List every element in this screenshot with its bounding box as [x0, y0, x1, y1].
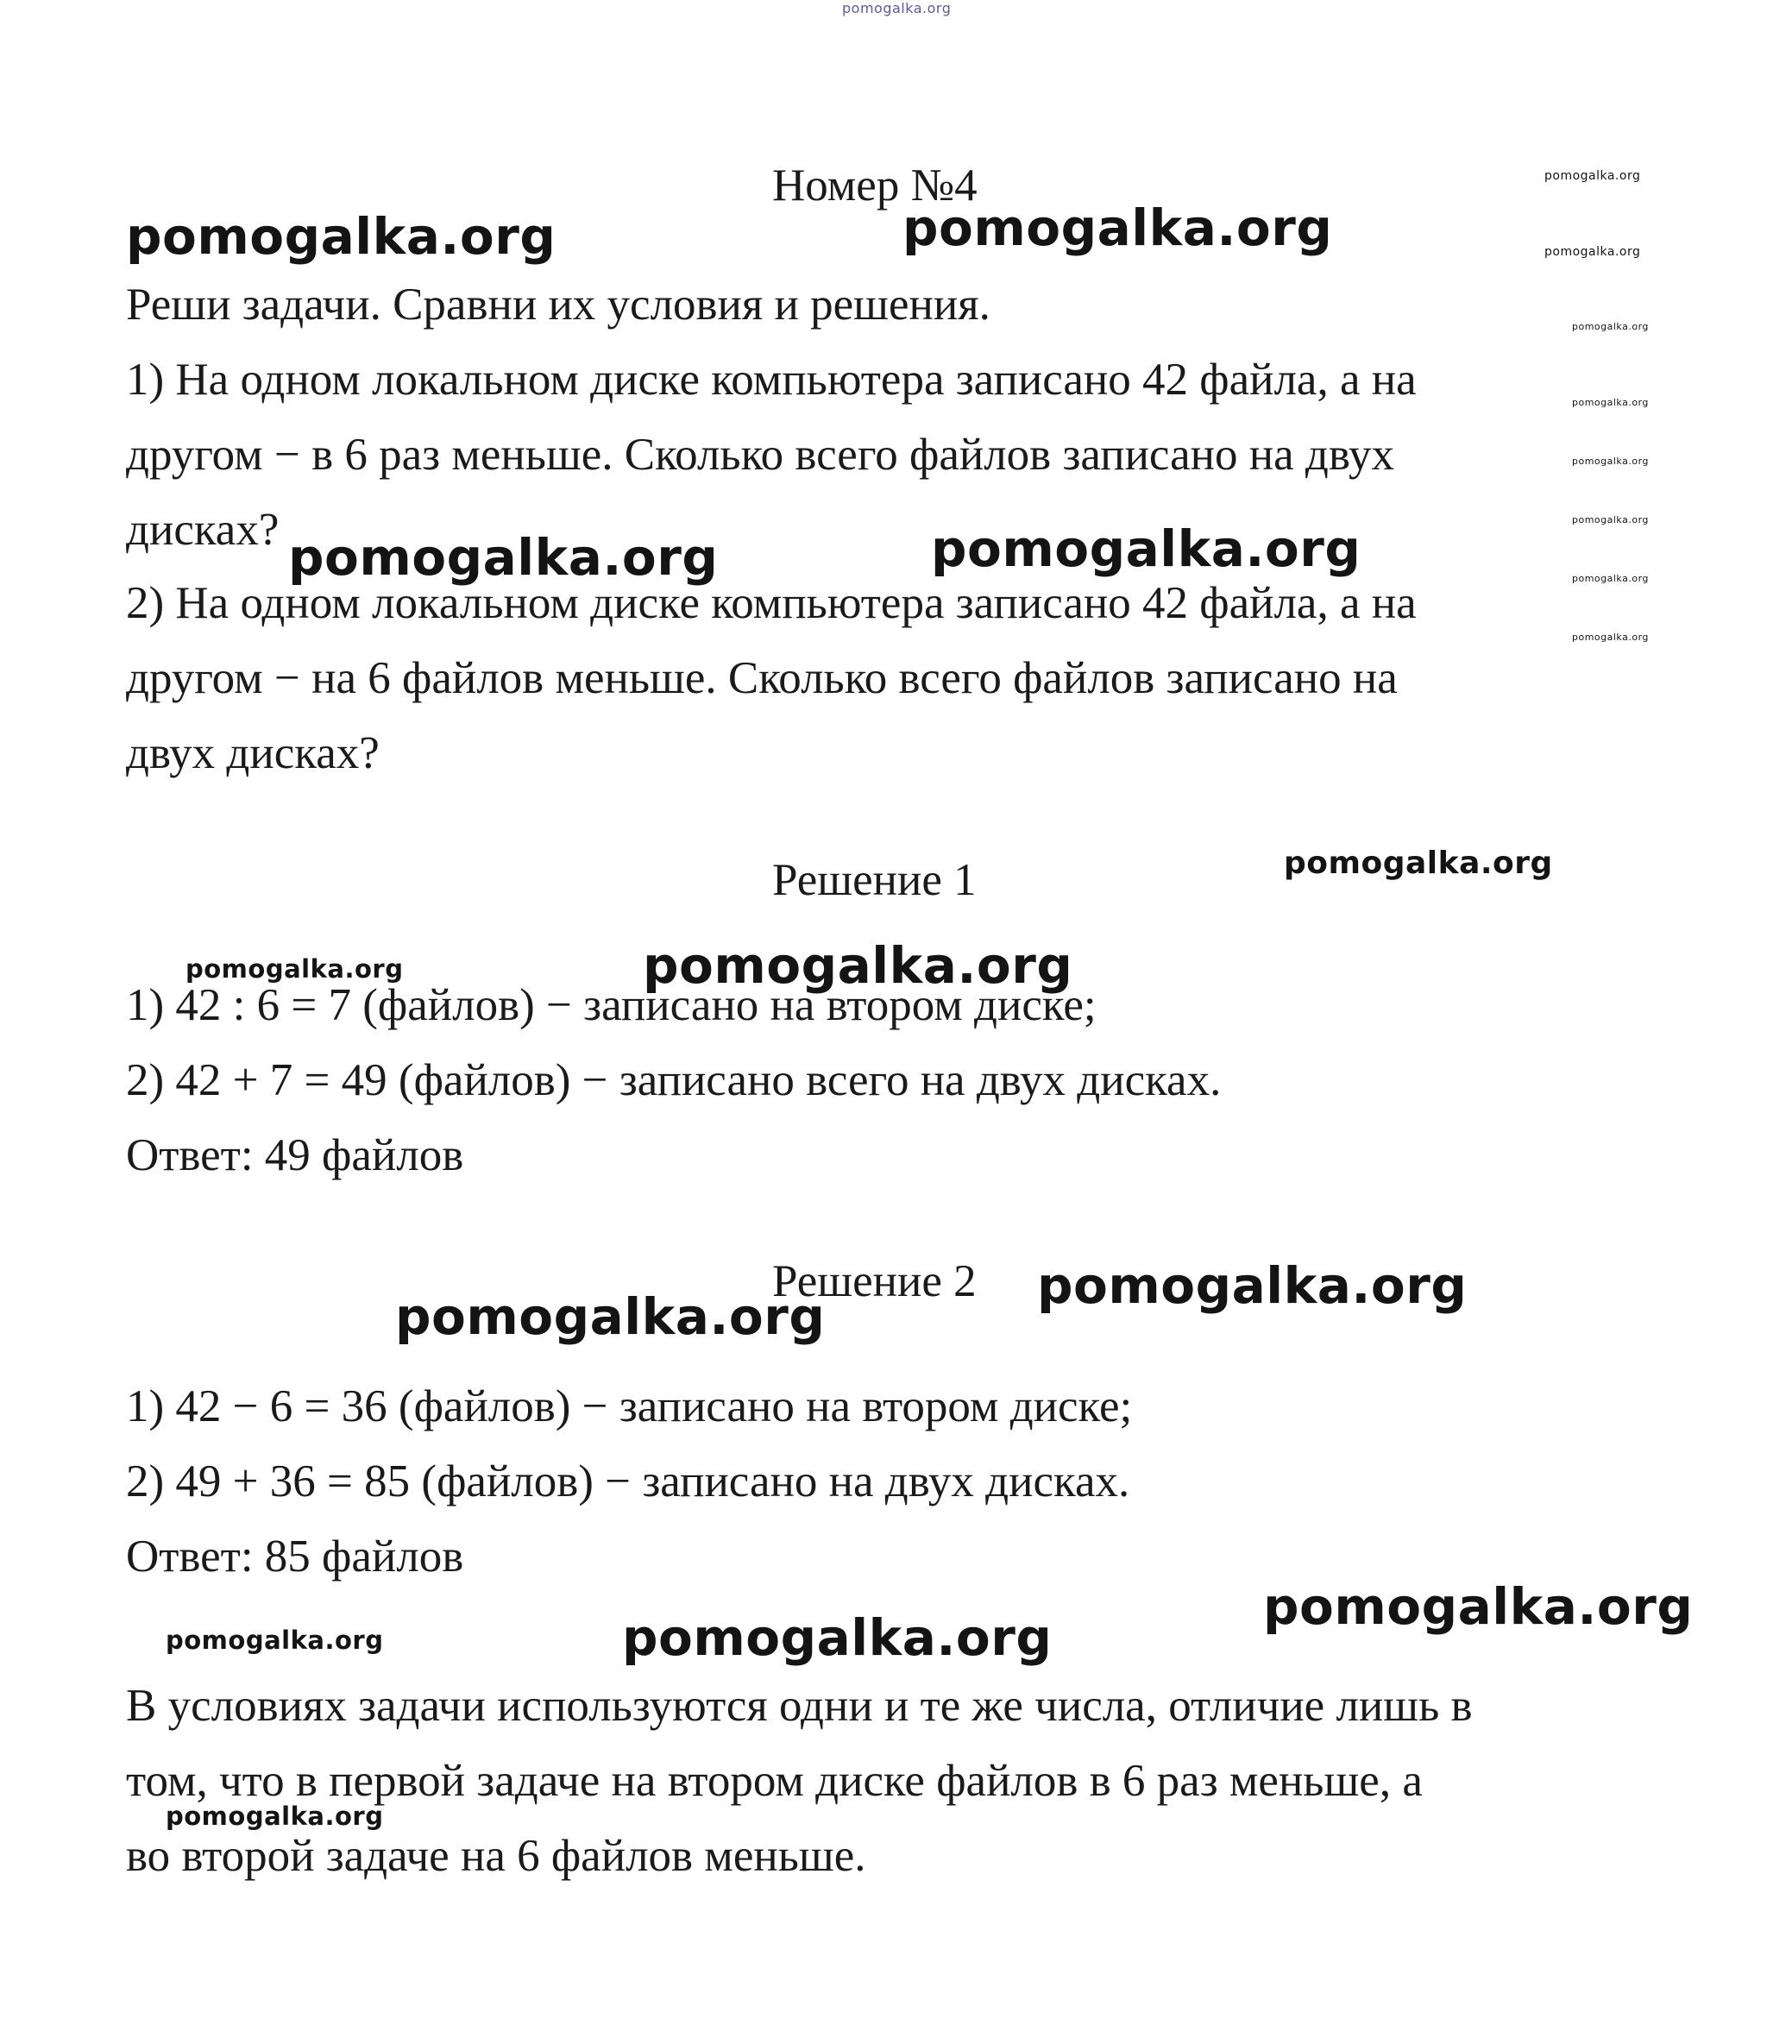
conclusion-line: во второй задаче на 6 файлов меньше. — [126, 1831, 866, 1881]
watermark: pomogalka.org — [1263, 1577, 1694, 1636]
solution-1-step: 2) 42 + 7 = 49 (файлов) − записано всего на двух дисках. — [126, 1055, 1222, 1105]
problem-1-line: 1) На одном локальном диске компьютера записано 42 файла, а на — [126, 355, 1417, 405]
solution-2-answer: Ответ: 85 файлов — [126, 1531, 464, 1582]
watermark: pomogalka.org — [288, 528, 719, 587]
watermark: pomogalka.org — [126, 207, 556, 266]
watermark: pomogalka.org — [643, 936, 1073, 995]
watermark: pomogalka.org — [1572, 456, 1649, 467]
solution-1-heading: Решение 1 — [772, 855, 977, 905]
page-title: Номер №4 — [772, 160, 978, 211]
watermark: pomogalka.org — [1544, 169, 1641, 183]
watermark: pomogalka.org — [1284, 846, 1553, 881]
watermark: pomogalka.org — [166, 1626, 384, 1655]
watermark: pomogalka.org — [622, 1608, 1053, 1667]
solution-1-step: 1) 42 : 6 = 7 (файлов) − записано на втором диске; — [126, 980, 1097, 1030]
watermark: pomogalka.org — [1572, 514, 1649, 525]
watermark: pomogalka.org — [1572, 321, 1649, 332]
problem-2-line: другом − на 6 файлов меньше. Сколько всего файлов записано на — [126, 653, 1398, 703]
solution-2-step: 2) 49 + 36 = 85 (файлов) − записано на двух дисках. — [126, 1456, 1130, 1506]
watermark: pomogalka.org — [1572, 573, 1649, 584]
conclusion-line: том, что в первой задаче на втором диске файлов в 6 раз меньше, а — [126, 1756, 1423, 1806]
problem-1-line: другом − в 6 раз меньше. Сколько всего файлов записано на двух — [126, 430, 1395, 480]
watermark: pomogalka.org — [1572, 397, 1649, 408]
conclusion-line: В условиях задачи используются одни и те же числа, отличие лишь в — [126, 1681, 1473, 1731]
watermark: pomogalka.org — [931, 519, 1361, 578]
problem-1-line: дисках? — [126, 505, 280, 555]
solution-2-step: 1) 42 − 6 = 36 (файлов) − записано на втором диске; — [126, 1381, 1133, 1431]
top-watermark: pomogalka.org — [842, 0, 952, 16]
watermark: pomogalka.org — [1544, 245, 1641, 259]
problem-2-line: 2) На одном локальном диске компьютера записано 42 файла, а на — [126, 578, 1417, 628]
watermark: pomogalka.org — [902, 198, 1333, 257]
watermark: pomogalka.org — [166, 1802, 384, 1831]
solution-1-answer: Ответ: 49 файлов — [126, 1130, 464, 1180]
watermark: pomogalka.org — [1572, 632, 1649, 643]
task-intro: Реши задачи. Сравни их условия и решения. — [126, 280, 990, 330]
problem-2-line: двух дисках? — [126, 728, 380, 778]
watermark: pomogalka.org — [1037, 1256, 1468, 1315]
watermark: pomogalka.org — [185, 954, 404, 984]
watermark: pomogalka.org — [395, 1287, 826, 1346]
solution-2-heading: Решение 2 — [772, 1256, 977, 1306]
